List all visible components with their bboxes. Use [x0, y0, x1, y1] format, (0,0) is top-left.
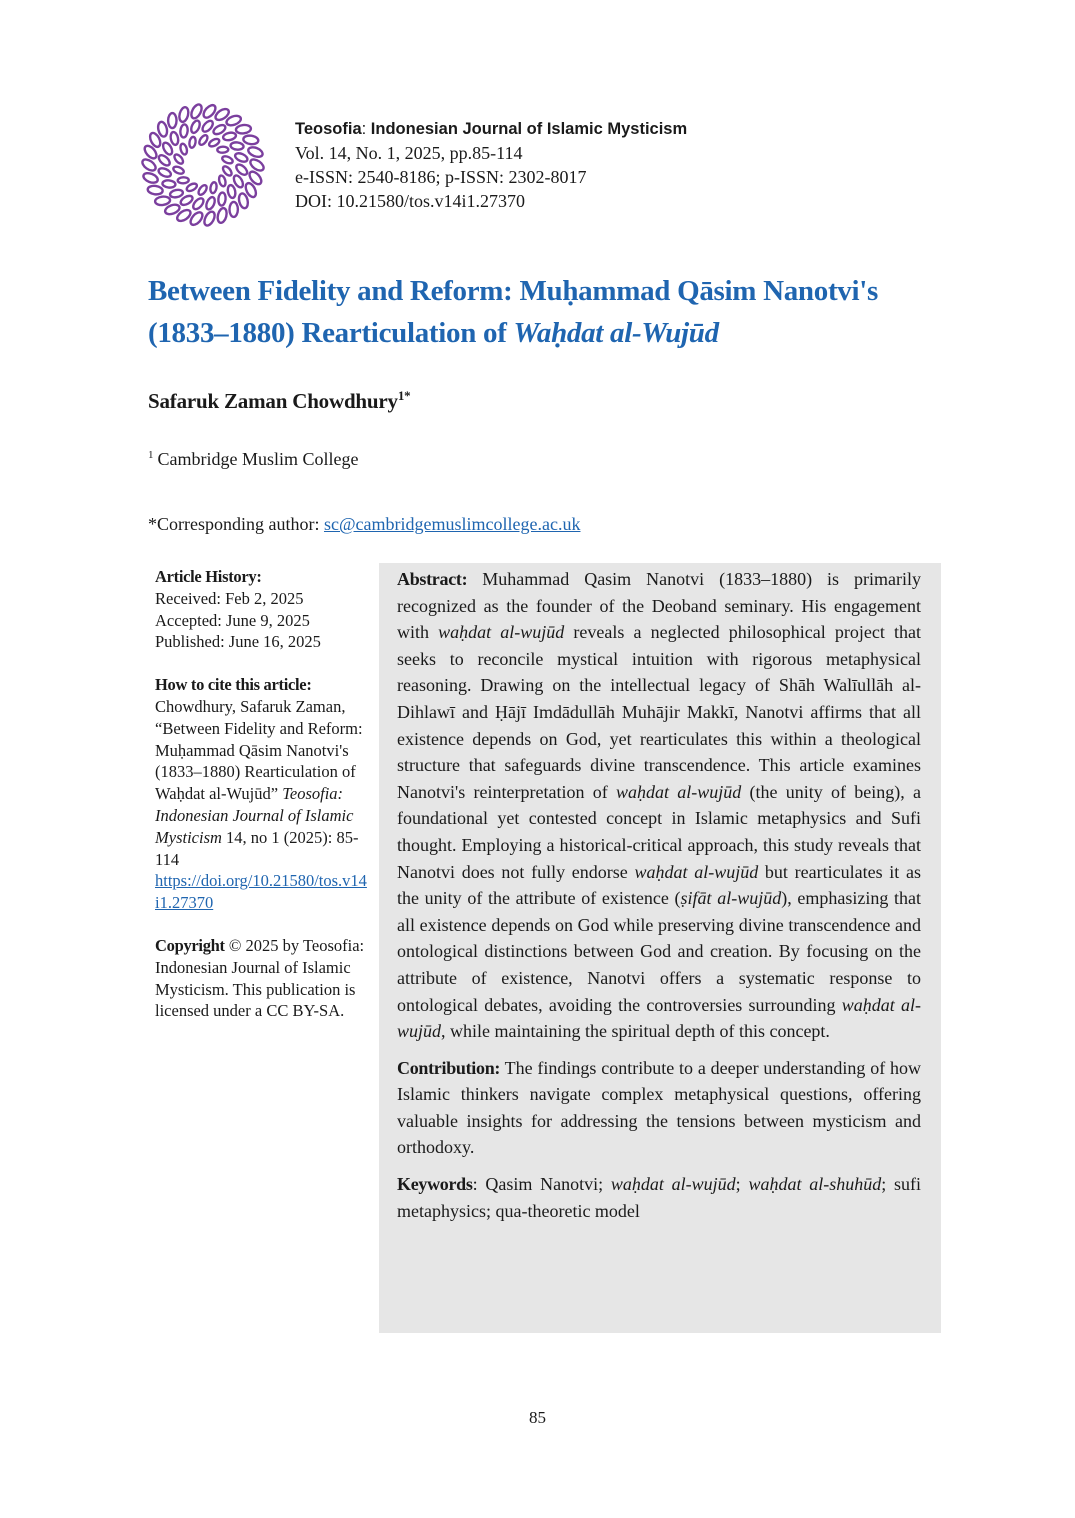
logo-petal — [180, 124, 188, 138]
logo-petal — [197, 184, 208, 196]
logo-petal — [208, 137, 221, 148]
logo-petal — [234, 152, 249, 164]
logo-petal — [170, 131, 180, 145]
logo-petal — [202, 210, 216, 227]
logo-petal — [247, 145, 264, 158]
page-number: 85 — [529, 1408, 546, 1427]
article-history: Article History: Received: Feb 2, 2025 Accepted: June 9, 2025 Published: June 16, 2025 — [155, 567, 321, 652]
logo-petal — [186, 182, 199, 193]
logo-petal — [157, 121, 169, 138]
email-link[interactable]: sc@cambridgemuslimcollege.ac.uk — [323, 514, 581, 534]
logo-petal — [140, 157, 157, 172]
logo-petal — [227, 184, 237, 198]
journal-info — [295, 116, 687, 213]
logo-petal — [238, 193, 250, 210]
logo-petal — [157, 167, 172, 179]
author-name: Safaruk Zaman Chowdhury$^{1*}$ — [148, 388, 411, 413]
logo-petal — [142, 171, 159, 184]
logo-petal — [222, 132, 236, 142]
journal-title: Teosofia: Indonesian Journal of Islamic Mysticism — [295, 120, 688, 138]
abstract-content — [397, 566, 921, 1234]
logo-petal — [235, 124, 251, 134]
logo-petal — [216, 207, 228, 224]
logo-petal — [190, 119, 202, 134]
logo-petal — [147, 185, 163, 195]
journal-issn: e-ISSN: 2540-8186; p-ISSN: 2302-8017 — [295, 167, 587, 187]
logo-petal — [243, 135, 259, 145]
article-sidebar — [155, 566, 367, 1043]
logo-petal — [178, 177, 189, 184]
logo-petal — [221, 155, 233, 165]
logo-petal — [218, 175, 227, 187]
journal-volume: Vol. 14, No. 1, 2025, pp.85-114 — [295, 143, 523, 163]
logo-petal — [229, 202, 238, 217]
logo-petal — [217, 146, 228, 153]
logo-petal — [162, 180, 176, 188]
logo-petal — [230, 142, 244, 150]
logo-petal — [178, 106, 190, 123]
logo-petal — [179, 143, 188, 155]
logo-petal — [210, 182, 218, 194]
corresponding-author: *Corresponding author: sc@cambridgemuslimcollege.ac.uk — [148, 514, 581, 534]
logo-petal — [218, 192, 226, 206]
logo-petal — [172, 165, 184, 175]
article-title: Between Fidelity and Reform: Muḥammad Qāsim Nanotvi's (1833–1880) Rearticulation of Waḥdat al-Wujūd — [148, 275, 879, 349]
affiliation: $^1$ Cambridge Muslim College — [148, 449, 359, 469]
journal-logo-icon — [138, 100, 268, 230]
logo-petal — [198, 134, 209, 146]
logo-petal — [189, 136, 197, 148]
keywords-paragraph: Keywords: Qasim Nanotvi; waḥdat al-wujūd; waḥdat al-shuhūd; sufi metaphysics; qua-theoretic model — [397, 1174, 921, 1221]
doi-link[interactable]: https://doi.org/10.21580/tos.v14i1.27370 — [155, 871, 367, 913]
contribution-paragraph: Contribution: The findings contribute to a deeper understanding of how Islamic thinkers navigate complex metaphysical questions, offering valuable insights for addressing the tensions between mysticism and orthodoxy. — [397, 1057, 921, 1158]
logo-petal — [168, 113, 177, 128]
citation: How to cite this article: Chowdhury, Safaruk Zaman, “Between Fidelity and Reform: Muḥammad Qāsim Nanotvi's (1833–1880) Rearticulation of Waḥdat al-Wujūd” Teosofia: Indonesian Journal of Islamic Mysticism 14, no 1 (2025): 85-114 https://doi.org/10.21580/tos.v14i1.27370 — [155, 675, 367, 913]
journal-doi: DOI: 10.21580/tos.v14i1.27370 — [295, 191, 526, 211]
logo-petal — [169, 189, 183, 199]
copyright: Copyright © 2025 by Teosofia: Indonesian Journal of Islamic Mysticism. This publication is licensed under a CC BY-SA. — [155, 935, 365, 1021]
abstract-paragraph: Abstract: Muhammad Qasim Nanotvi (1833–1880) is primarily recognized as the founder of the Deoband seminary. His engagement with waḥdat al-wujūd reveals a neglected philosophical project that seeks to reconcile mystical intuition with rigorous metaphysical reasoning. Drawing on the intellectual legacy of Shāh Walīullāh al-Dihlawī and Ḥājī Imdādullāh Muhājir Makkī, Nanotvi affirms that all existence depends on God, yet rearticulates this within a theological structure that safeguards divine transcendence. This article examines Nanotvi's reinterpretation of waḥdat al-wujūd (the unity of being), a foundational yet contested concept in Islamic metaphysics and Sufi thought. Employing a historical-critical approach, this study reveals that Nanotvi does not fully endorse waḥdat al-wujūd but rearticulates it as the unity of the attribute of existence (ṣifāt al-wujūd), emphasizing that all existence depends on God while preserving divine transcendence and ontological distinctions between God and creation. By focusing on the attribute of existence, Nanotvi offers a systematic response to ontological debates, avoiding the controversies surrounding waḥdat al-wujūd, while maintaining the spiritual depth of this concept. — [397, 569, 922, 1042]
logo-petal — [189, 103, 203, 120]
logo-petal — [155, 196, 171, 206]
logo-petal — [248, 157, 265, 172]
logo-petal — [205, 196, 217, 211]
